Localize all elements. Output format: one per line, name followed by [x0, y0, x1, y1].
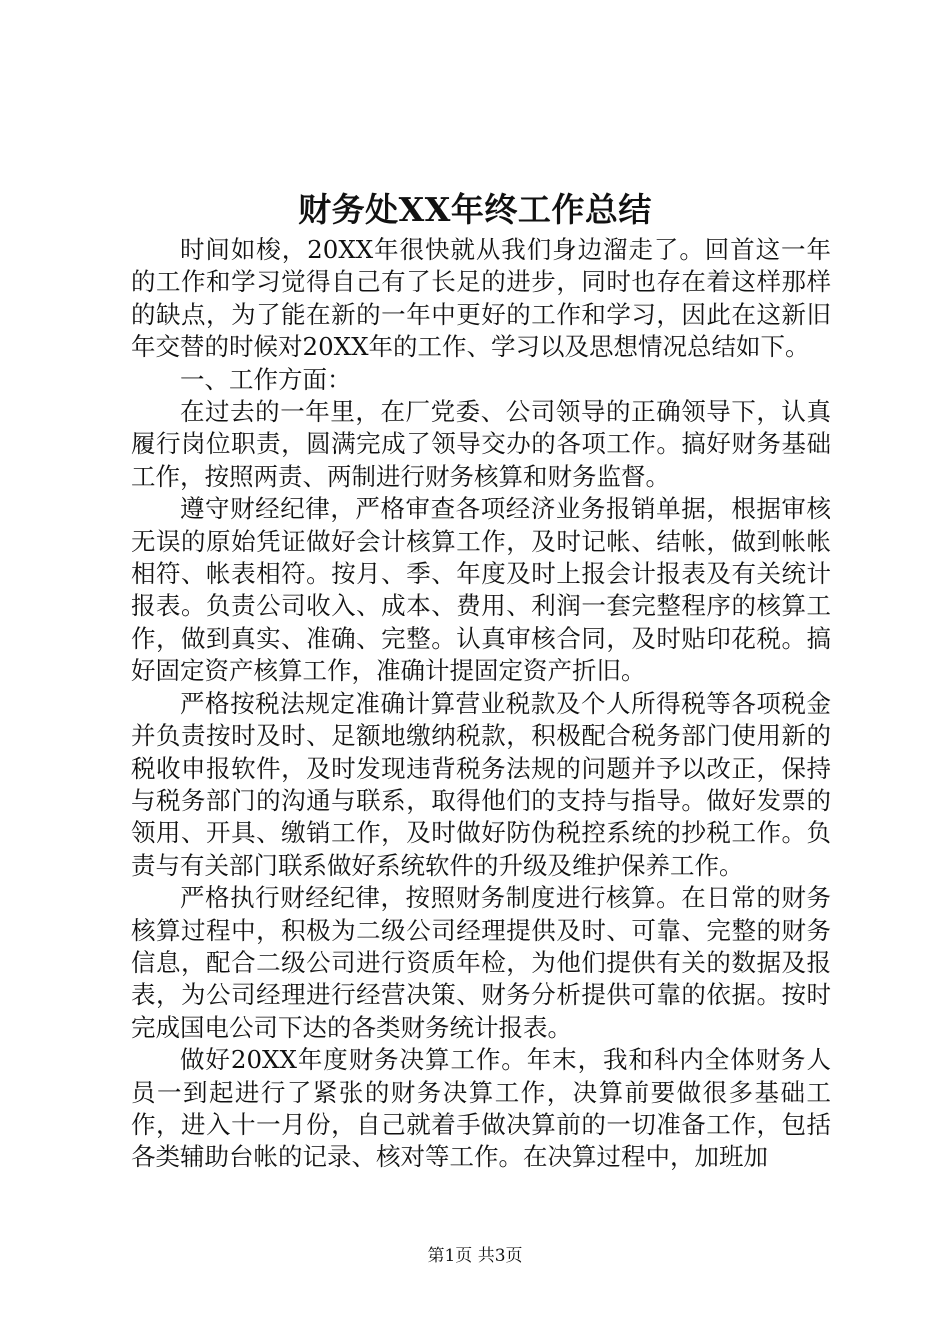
- paragraph-discipline: 严格执行财经纪律，按照财务制度进行核算。在日常的财务核算过程中，积极为二级公司经理提供及时、可靠、完整的财务信息，配合二级公司进行资质年检，为他们提供有关的数据及报表，为公司经理进行经营决策、财务分析提供可靠的依据。按时完成国电公司下达的各类财务统计报表。: [131, 883, 831, 1042]
- section-heading-work: 一、工作方面：: [180, 364, 352, 394]
- paragraph-accounting: 遵守财经纪律，严格审查各项经济业务报销单据，根据审核无误的原始凭证做好会计核算工作，及时记帐、结帐，做到帐帐相符、帐表相符。按月、季、年度及时上报会计报表及有关统计报表。负责公司收入、成本、费用、利润一套完整程序的核算工作，做到真实、准确、完整。认真审核合同，及时贴印花税。搞好固定资产核算工作，准确计提固定资产折旧。: [131, 494, 831, 686]
- page-footer: 第1页 共3页: [427, 1246, 523, 1266]
- document-title: 财务处XX年终工作总结: [298, 190, 652, 229]
- paragraph-final-accounts: 做好20XX年度财务决算工作。年末，我和科内全体财务人员一到起进行了紧张的财务决算工作，决算前要做很多基础工作，进入十一月份，自己就着手做决算前的一切准备工作，包括各类辅助台帐的记录、核对等工作。在决算过程中，加班加: [131, 1045, 831, 1172]
- document-body: [131, 234, 831, 1174]
- paragraph-intro: 时间如梭，20XX年很快就从我们身边溜走了。回首这一年的工作和学习觉得自己有了长足的进步，同时也存在着这样那样的缺点，为了能在新的一年中更好的工作和学习，因此在这新旧年交替的时候对20XX年的工作、学习以及思想情况总结如下。: [131, 235, 831, 362]
- paragraph-responsibilities: 在过去的一年里，在厂党委、公司领导的正确领导下，认真履行岗位职责，圆满完成了领导交办的各项工作。搞好财务基础工作，按照两责、两制进行财务核算和财务监督。: [131, 397, 831, 491]
- paragraph-tax: 严格按税法规定准确计算营业税款及个人所得税等各项税金并负责按时及时、足额地缴纳税款，积极配合税务部门使用新的税收申报软件，及时发现违背税务法规的问题并予以改正，保持与税务部门的沟通与联系，取得他们的支持与指导。做好发票的领用、开具、缴销工作，及时做好防伪税控系统的抄税工作。负责与有关部门联系做好系统软件的升级及维护保养工作。: [131, 688, 831, 880]
